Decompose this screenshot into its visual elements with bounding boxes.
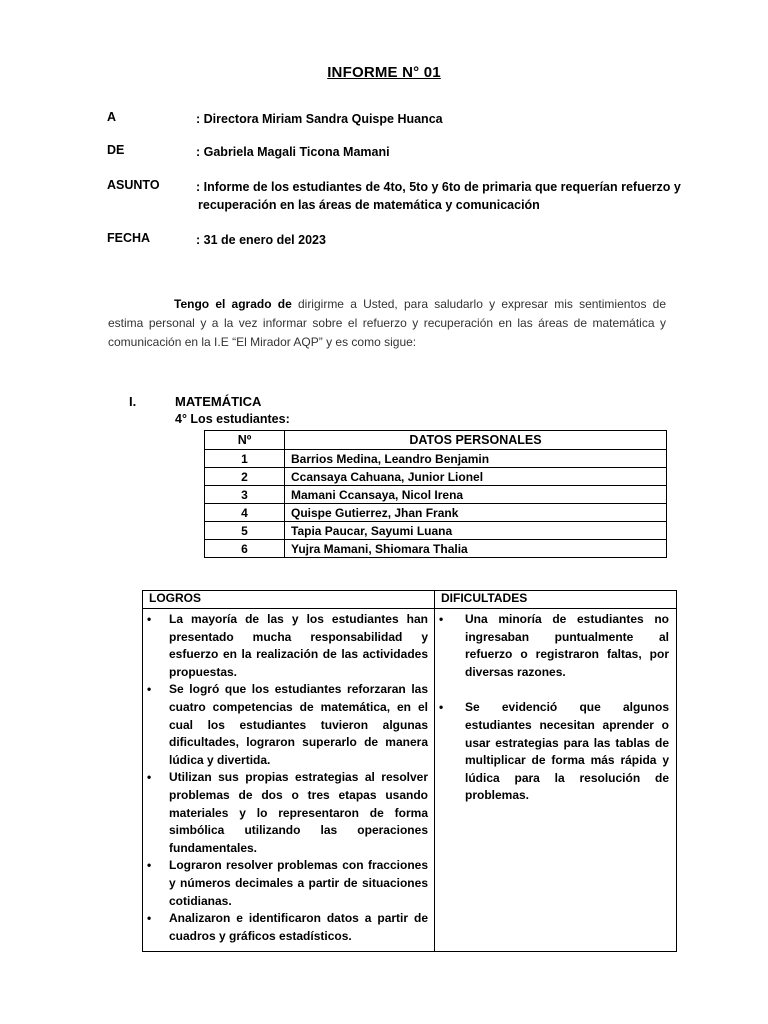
- students-table-header: [205, 431, 667, 450]
- student-name: Tapia Paucar, Sayumi Luana: [285, 522, 667, 540]
- header-label-fecha: FECHA: [107, 231, 151, 245]
- dificultades-cell: [435, 609, 677, 952]
- logro-text: Analizaron e identificaron datos a partir de cuadros y gráficos estadísticos.: [169, 911, 428, 943]
- list-item: [143, 611, 434, 681]
- header-value-de: : Gabriela Magali Ticona Mamani: [196, 145, 390, 159]
- column-header-personal-data: DATOS PERSONALES: [285, 431, 667, 450]
- section-title: MATEMÁTICA: [175, 394, 262, 409]
- header-label-a: A: [107, 110, 117, 124]
- report-title: INFORME N° 01: [327, 64, 441, 81]
- student-number: 1: [205, 450, 285, 468]
- header-value-fecha: : 31 de enero del 2023: [196, 233, 326, 247]
- header-value-a: : Directora Miriam Sandra Quispe Huanca: [196, 112, 443, 126]
- dificultad-text: Se evidenció que algunos estudiantes necesitan aprender o usar estrategias para las tablas de multiplicar de forma más rápida y lúdica para la resolución de problemas.: [465, 700, 669, 803]
- list-item: [143, 769, 434, 857]
- dificultad-text: Una minoría de estudiantes no ingresaban puntualmente al refuerzo o registraron faltas, por diversas razones.: [465, 612, 669, 679]
- student-name: Ccansaya Cahuana, Junior Lionel: [285, 468, 667, 486]
- bullet-icon: •: [147, 770, 152, 785]
- table-row: [205, 468, 667, 486]
- student-number: 4: [205, 504, 285, 522]
- asunto-line-2: recuperación en las áreas de matemática y comunicación: [198, 198, 540, 212]
- logro-text: Lograron resolver problemas con fracciones y números decimales a partir de situaciones cotidianas.: [169, 858, 428, 908]
- achievements-difficulties-table: [142, 590, 677, 952]
- table-row: [205, 486, 667, 504]
- dificultades-list: [435, 611, 676, 805]
- student-number: 6: [205, 540, 285, 558]
- list-item: [143, 681, 434, 769]
- table-row: [205, 450, 667, 468]
- intro-lead: Tengo el agrado de: [174, 297, 292, 311]
- header-value-asunto: [196, 178, 756, 214]
- bullet-icon: •: [147, 612, 152, 626]
- ld-table-body: [143, 609, 677, 952]
- logros-cell: [143, 609, 435, 952]
- logro-text: Utilizan sus propias estrategias al resolver problemas de dos o tres etapas usando materiales y lo representaron de forma simbólica utilizando las operaciones fundamentales.: [169, 770, 428, 855]
- bullet-icon: •: [439, 700, 444, 715]
- column-header-dificultades: DIFICULTADES: [435, 591, 677, 609]
- table-row: [205, 504, 667, 522]
- section-number: I.: [129, 394, 137, 409]
- ld-table-header: [143, 591, 677, 609]
- column-header-number: Nº: [205, 431, 285, 450]
- student-number: 5: [205, 522, 285, 540]
- list-spacer: [435, 681, 676, 699]
- bullet-icon: •: [147, 682, 152, 697]
- list-item: [143, 910, 434, 945]
- student-number: 3: [205, 486, 285, 504]
- list-item: [143, 857, 434, 910]
- logros-list: [143, 611, 434, 945]
- column-header-logros: LOGROS: [143, 591, 435, 609]
- header-label-de: DE: [107, 143, 125, 157]
- bullet-icon: •: [147, 911, 152, 926]
- student-name: Mamani Ccansaya, Nicol Irena: [285, 486, 667, 504]
- asunto-line-1: : Informe de los estudiantes de 4to, 5to y 6to de primaria que requerían refuerzo y: [196, 180, 681, 194]
- students-table: [204, 430, 667, 558]
- bullet-icon: •: [439, 612, 444, 626]
- student-name: Barrios Medina, Leandro Benjamin: [285, 450, 667, 468]
- table-row: [205, 540, 667, 558]
- logro-text: Se logró que los estudiantes reforzaran las cuatro competencias de matemática, en el cual los estudiantes tuvieron algunas dificultades, lograron superarlo de manera lúdica y divertida.: [169, 682, 428, 767]
- intro-paragraph: [108, 295, 666, 352]
- section-subtitle: 4° Los estudiantes:: [175, 412, 290, 426]
- list-item: [435, 699, 676, 805]
- table-row: [205, 522, 667, 540]
- logro-text: La mayoría de las y los estudiantes han presentado mucha responsabilidad y esfuerzo en la realización de las actividades propuestas.: [169, 612, 428, 679]
- student-name: Quispe Gutierrez, Jhan Frank: [285, 504, 667, 522]
- student-name: Yujra Mamani, Shiomara Thalia: [285, 540, 667, 558]
- header-label-asunto: ASUNTO: [107, 178, 160, 192]
- bullet-icon: •: [147, 858, 152, 873]
- student-number: 2: [205, 468, 285, 486]
- intro-text: dirigirme a Usted, para saludarlo y expresar mis sentimientos de estima personal y a la vez informar sobre el refuerzo y recuperación en las áreas de matemática y comunicación en la I.E “El Mirador AQP” y es como sigue:: [108, 297, 667, 349]
- list-item: [435, 611, 676, 681]
